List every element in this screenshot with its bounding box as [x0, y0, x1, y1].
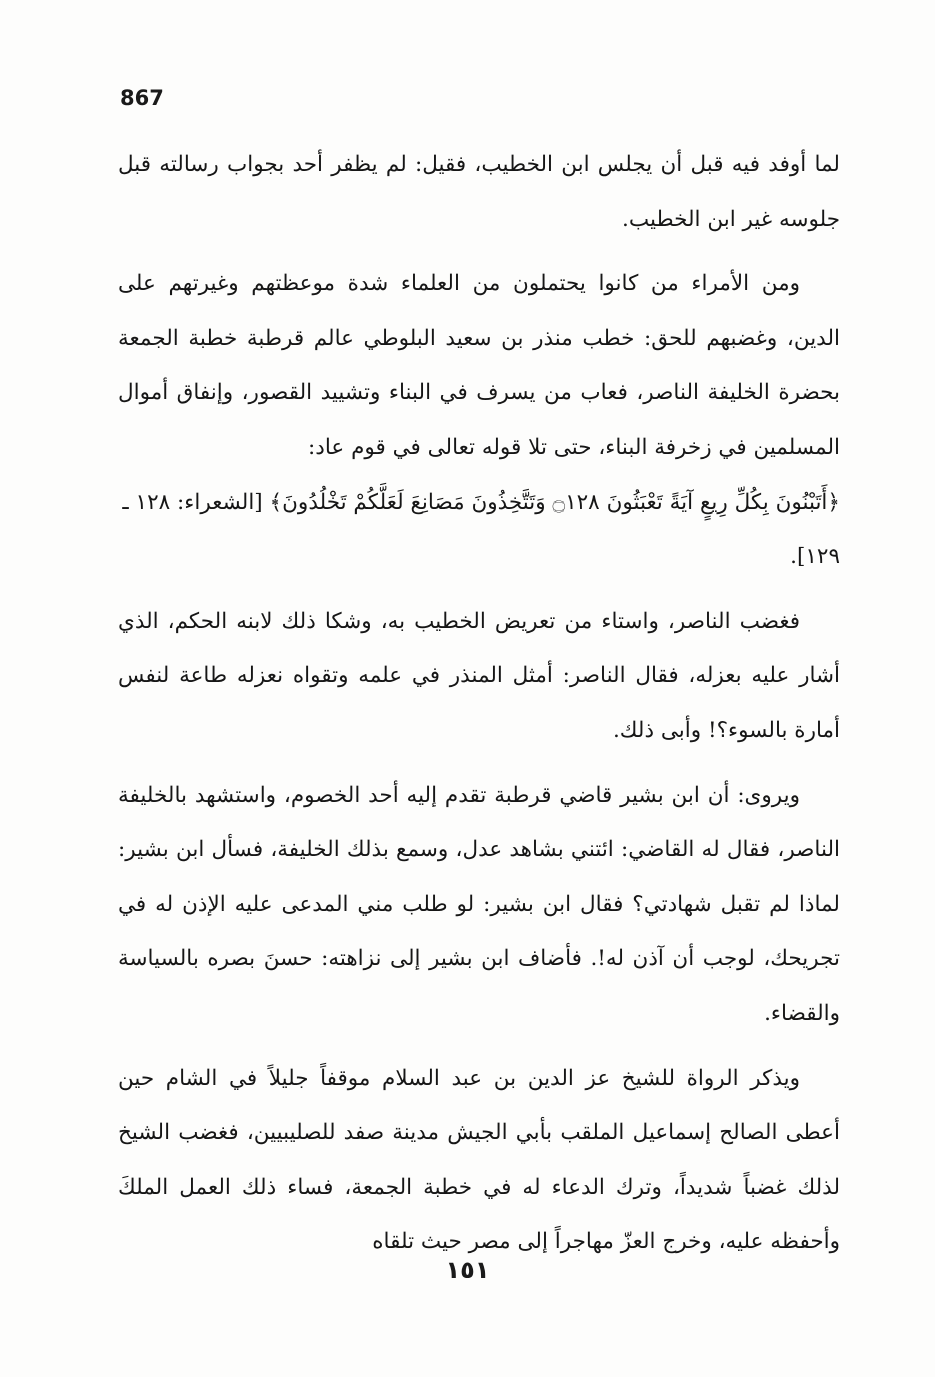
paragraph-4: ويروى: أن ابن بشير قاضي قرطبة تقدم إليه أحد الخصوم، واستشهد بالخليفة الناصر، فقال له القاضي: ائتني بشاهد عدل، وسمع بذلك الخليفة، فسأل ابن بشير: لماذا لم تقبل شهادتي؟ فقال ابن بشير: لو طلب مني المدعى عليه الإذن له في تجريحك، لوجب أن آذن له!. فأضاف ابن بشير إلى نزاهته: حسنَ بصره بالسياسة والقضاء. — [118, 782, 840, 1026]
verse-quote: ﴿أَتَبْنُونَ بِكُلِّ رِيعٍ آيَةً تَعْبَثُونَ ۝١٢٨ وَتَتَّخِذُونَ مَصَانِعَ لَعَلَّكُمْ تَخْلُدُونَ﴾ — [269, 489, 840, 515]
paragraph-3: فغضب الناصر، واستاء من تعريض الخطيب به، وشكا ذلك لابنه الحكم، الذي أشار عليه بعزله، فقال الناصر: أمثل المنذر في علمه وتقواه نعزله طاعة لنفس أمارة بالسوء؟! وأبى ذلك. — [118, 608, 840, 743]
paragraph-1: لما أوفد فيه قبل أن يجلس ابن الخطيب، فقيل: لم يظفر أحد بجواب رسالته قبل جلوسه غير ابن الخطيب. — [118, 152, 840, 232]
page-number-bottom: ١٥١ — [445, 1256, 490, 1284]
verse-reference: [الشعراء: ١٢٨ ـ ١٢٩]. — [122, 489, 840, 570]
paragraph-2: ومن الأمراء من كانوا يحتملون من العلماء شدة موعظتهم وغيرتهم على الدين، وغضبهم للحق: خطب منذر بن سعيد البلوطي عالم قرطبة خطبة الجمعة بحضرة الخليفة الناصر، فعاب من يسرف في البناء وتشييد القصور، وإنفاق أموال المسلمين في زخرفة البناء، حتى تلا قوله تعالى في قوم عاد: — [118, 271, 840, 460]
paragraph-5: ويذكر الرواة للشيخ عز الدين بن عبد السلام موقفاً جليلاً في الشام حين أعطى الصالح إسماعيل الملقب بأبي الجيش مدينة صفد للصليبيين، فغضب الشيخ لذلك غضباً شديداً، وترك الدعاء له في خطبة الجمعة، فساء ذلك العمل الملكَ وأحفظه عليه، وخرج العزّ مهاجراً إلى مصر حيث تلقاه — [118, 1065, 840, 1255]
quran-verse — [118, 476, 840, 585]
body-text — [118, 138, 840, 1270]
page-number-top: 867 — [120, 86, 164, 110]
